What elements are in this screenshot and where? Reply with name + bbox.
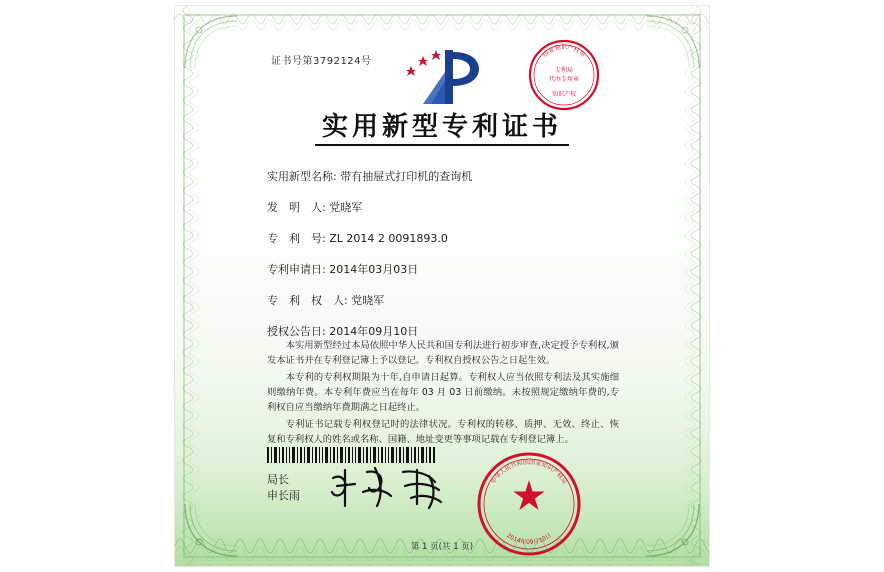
handwritten-signature [325,462,455,514]
field-row-application-date [267,261,627,277]
border-pattern-top [175,6,709,32]
field-value: 2014年09月10日 [329,325,419,338]
field-label: 发 明 人: [267,201,326,214]
page-title: 实用新型专利证书 [321,112,562,142]
field-value: 2014年03月03日 [329,263,419,276]
border-pattern-right [683,6,709,566]
title-underline [315,144,569,146]
corner-ornament-icon [641,498,705,562]
field-value: 带有抽屉式打印机的查询机 [340,170,473,183]
field-row-patentee [267,292,627,308]
body-paragraph-1: 本实用新型经过本局依照中华人民共和国专利法进行初步审查,决定授予专利权,颁发本证书并在专利登记簿上予以登记。专利权自授权公告之日起生效。 [267,340,619,367]
field-list [267,168,627,354]
border-pattern-left [175,6,201,566]
field-label: 专 利 号: [267,232,326,245]
seal-top-line3: 代办专用章 [548,76,580,83]
field-label: 授权公告日: [267,325,326,338]
barcode [267,447,437,463]
field-label: 实用新型名称: [267,170,337,183]
field-row-utility-model-name [267,168,627,184]
cnipa-logo-icon [401,46,487,108]
corner-ornament-icon [179,498,243,562]
body-paragraph-2: 本专利的专利权期限为十年,自申请日起算。专利权人应当依照专利法及其实施细则缴纳年费。本专利年费应当在每年 03 月 03 日前缴纳。未按照规定缴纳年费的,专利权自应当缴纳年费期满之日起终止。 [267,372,619,414]
field-row-inventor [267,199,627,215]
corner-ornament-icon [641,10,705,74]
body-paragraph-3: 专利证书记载专利权登记时的法律状况。专利权的转移、质押、无效、终止、恢复和专利权人的姓名或名称、国籍、地址变更等事项记载在专利登记簿上。 [267,419,619,446]
patent-certificate [175,6,709,566]
field-value: ZL 2014 2 0091893.0 [329,232,448,245]
field-row-patent-number [267,230,627,246]
page-footer: 第 1 页(共 1 页) [410,542,474,552]
body-text [267,338,619,449]
official-name: 申长雨 [267,488,300,502]
seal-bottom-date: 2014年09月10日 [505,532,553,547]
office-label: 局长 [267,473,289,486]
seal-top-line2: 专利局 [554,67,574,74]
field-value: 党晓军 [329,201,363,214]
seal-top-arc-text: 国家知识产权局 [541,44,587,59]
seal-top-line4: 知识产权 [551,91,577,98]
seal-bottom-ring-text: 中华人民共和国国家知识产权局 [489,458,569,486]
field-row-grant-date [267,323,627,339]
agency-seal-top [527,38,601,112]
corner-ornament-icon [179,10,243,74]
signature-block [267,472,300,504]
field-label: 专利申请日: [267,263,326,276]
certificate-number: 证书号第3792124号 [271,56,372,67]
field-value: 党晓军 [351,294,385,307]
field-label: 专 利 权 人: [267,294,348,307]
